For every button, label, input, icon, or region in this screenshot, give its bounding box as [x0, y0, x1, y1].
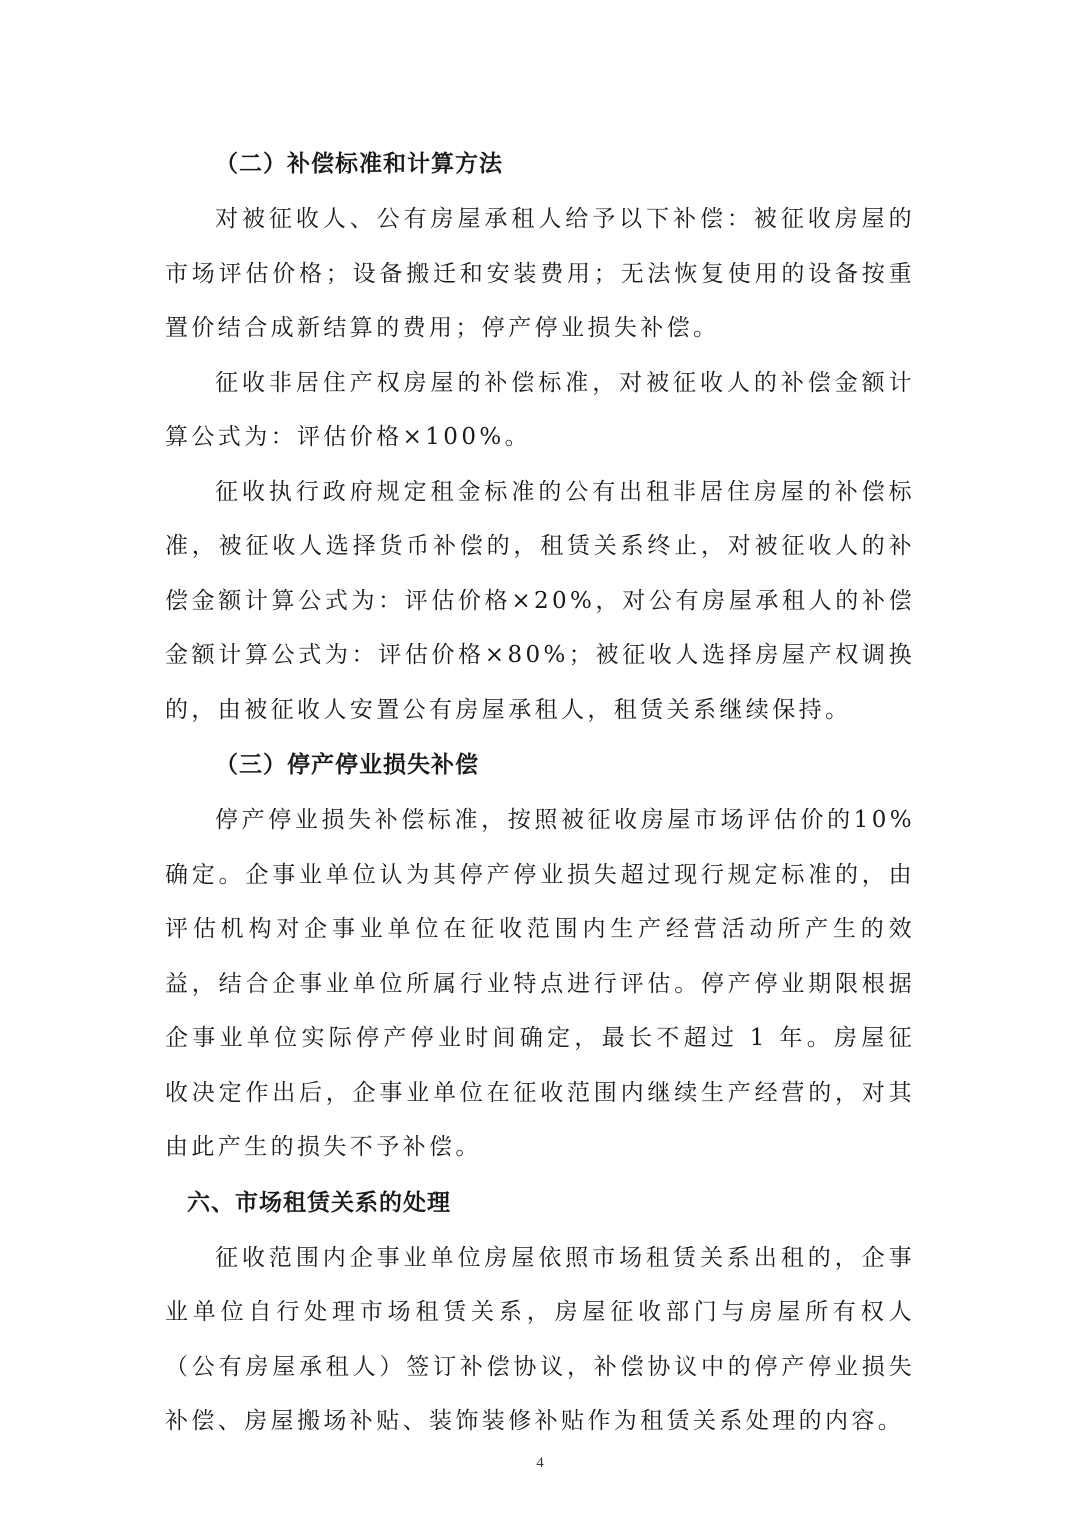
section-heading-business-loss: （三）停产停业损失补偿 — [215, 752, 479, 778]
paragraph-compensation-items: 对被征收人、公有房屋承租人给予以下补偿：被征收房屋的市场评估价格；设备搬迁和安装费用；无法恢复使用的设备按重置价结合成新结算的费用；停产停业损失补偿。 — [165, 206, 915, 341]
section-heading-compensation-standard: （二）补偿标准和计算方法 — [215, 151, 503, 177]
page-number: 4 — [536, 1455, 544, 1471]
paragraph-market-lease-handling: 征收范围内企事业单位房屋依照市场租赁关系出租的，企事业单位自行处理市场租赁关系，房屋征收部门与房屋所有权人（公有房屋承租人）签订补偿协议，补偿协议中的停产停业损失补偿、房屋搬场补贴、装饰装修补贴作为租赁关系处理的内容。 — [165, 1244, 915, 1434]
document-body — [165, 136, 915, 1449]
paragraph-non-residential-formula: 征收非居住产权房屋的补偿标准，对被征收人的补偿金额计算公式为：评估价格×100%。 — [165, 369, 915, 450]
section-heading-market-lease: 六、市场租赁关系的处理 — [187, 1189, 451, 1216]
paragraph-business-loss-standard: 停产停业损失补偿标准，按照被征收房屋市场评估价的10%确定。企事业单位认为其停产停业损失超过现行规定标准的，由评估机构对企事业单位在征收范围内生产经营活动所产生的效益，结合企事业单位所属行业特点进行评估。停产停业期限根据企事业单位实际停产停业时间确定，最长不超过 1 年。房屋征收决定作出后，企事业单位在征收范围内继续生产经营的，对其由此产生的损失不予补偿。 — [165, 807, 915, 1160]
paragraph-public-rental-formula: 征收执行政府规定租金标准的公有出租非居住房屋的补偿标准，被征收人选择货币补偿的，租赁关系终止，对被征收人的补偿金额计算公式为：评估价格×20%，对公有房屋承租人的补偿金额计算公式为：评估价格×80%；被征收人选择房屋产权调换的，由被征收人安置公有房屋承租人，租赁关系继续保持。 — [165, 478, 915, 723]
